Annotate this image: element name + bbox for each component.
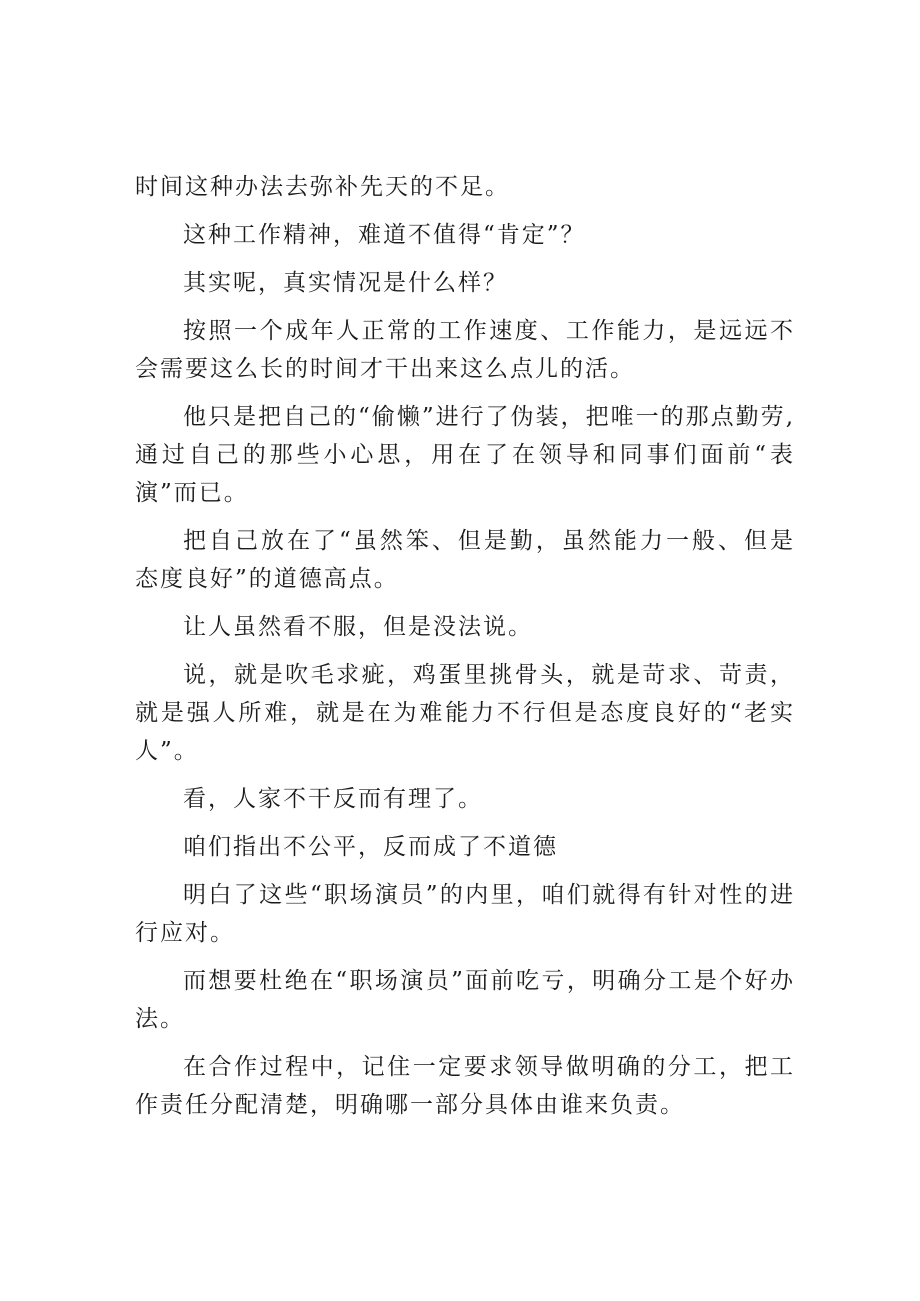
paragraph: 这种工作精神，难道不值得“肯定”？: [183, 222, 586, 248]
paragraph: 让人虽然看不服，但是没法说。: [183, 614, 533, 640]
paragraph-continuation: 时间这种办法去弥补先天的不足。: [135, 174, 510, 200]
article-body: [135, 168, 795, 1134]
paragraph: 看，人家不干反而有理了。: [183, 786, 483, 812]
paragraph: 他只是把自己的“偷懒”进行了伪装，把唯一的那点勤劳,通过自己的那些小心思，用在了在领导和同事们面前“表演”而已。: [135, 404, 795, 506]
paragraph: 在合作过程中，记住一定要求领导做明确的分工，把工作责任分配清楚，明确哪一部分具体由谁来负责。: [135, 1054, 795, 1118]
paragraph: 把自己放在了“虽然笨、但是勤，虽然能力一般、但是态度良好”的道德高点。: [135, 528, 795, 592]
paragraph: 而想要杜绝在“职场演员”面前吃亏，明确分工是个好办法。: [135, 968, 795, 1032]
paragraph: 明白了这些“职场演员”的内里，咱们就得有针对性的进行应对。: [135, 882, 795, 946]
paragraph: 说，就是吹毛求疵，鸡蛋里挑骨头，就是苛求、苛责，就是强人所难，就是在为难能力不行但是态度良好的“老实人”。: [135, 662, 795, 764]
paragraph: 咱们指出不公平，反而成了不道德: [183, 834, 558, 860]
paragraph: 其实呢，真实情况是什么样？: [183, 270, 508, 296]
paragraph: 按照一个成年人正常的工作速度、工作能力，是远远不会需要这么长的时间才干出来这么点儿的活。: [135, 318, 795, 382]
